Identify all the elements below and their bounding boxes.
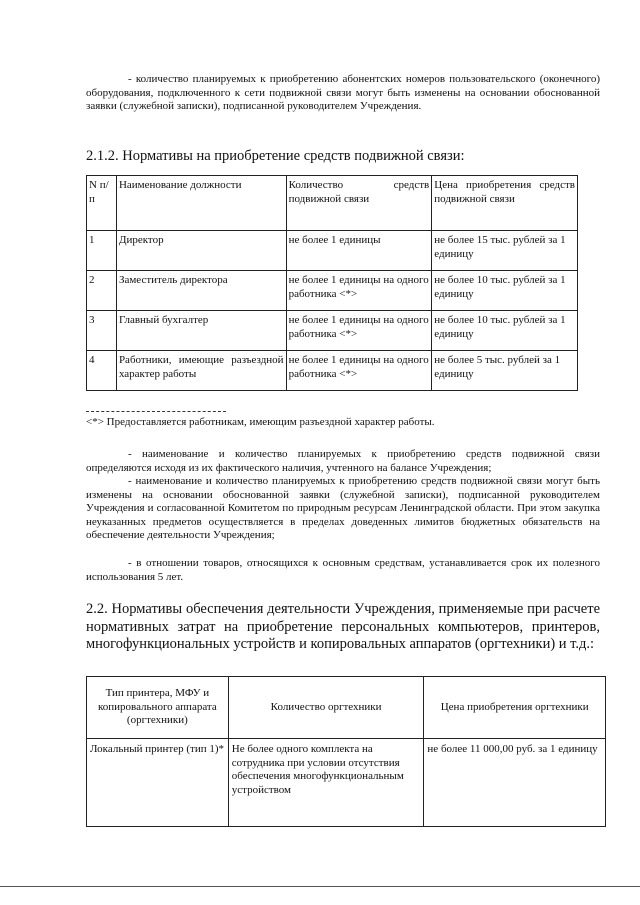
cell-num: 4 <box>87 351 117 391</box>
cell-equipment-type: Локальный принтер (тип 1)* <box>87 739 229 827</box>
table-header-row <box>87 677 606 739</box>
table-row <box>87 271 578 311</box>
cell-num: 1 <box>87 231 117 271</box>
office-equipment-table <box>86 676 606 827</box>
header-quantity: Количество средств подвижной связи <box>286 176 432 231</box>
cell-equipment-price: не более 11 000,00 руб. за 1 единицу <box>424 739 606 827</box>
cell-equipment-quantity: Не более одного комплекта на сотрудника при условии отсутствия обеспечения многофункциональным устройством <box>228 739 424 827</box>
footnote-divider <box>86 411 226 412</box>
cell-position: Заместитель директора <box>116 271 286 311</box>
cell-position: Главный бухгалтер <box>116 311 286 351</box>
cell-quantity: не более 1 единицы на одного работника <*> <box>286 351 432 391</box>
table-row <box>87 231 578 271</box>
cell-quantity: не более 1 единицы <box>286 231 432 271</box>
table-header-row <box>87 176 578 231</box>
paragraph-naming-quantity: - наименование и количество планируемых к приобретению средств подвижной связи определяются исходя из их фактического наличия, учтенного на балансе Учреждения; <box>86 448 600 474</box>
header-equipment-type: Тип принтера, МФУ и копировального аппарата (оргтехники) <box>87 677 229 739</box>
header-position: Наименование должности <box>116 176 286 231</box>
section-2-1-2-title: 2.1.2. Нормативы на приобретение средств подвижной связи: <box>86 148 465 164</box>
cell-quantity: не более 1 единицы на одного работника <*> <box>286 271 432 311</box>
page-bottom-edge <box>0 886 640 887</box>
table-row <box>87 739 606 827</box>
footnote: <*> Предоставляется работникам, имеющим разъездной характер работы. <box>86 416 435 428</box>
table-row <box>87 351 578 391</box>
cell-price: не более 10 тыс. рублей за 1 единицу <box>432 311 578 351</box>
header-num: N п/п <box>87 176 117 231</box>
cell-num: 2 <box>87 271 117 311</box>
intro-paragraph: - количество планируемых к приобретению абонентских номеров пользовательского (оконечного) оборудования, подключенного к сети подвижной связи могут быть изменены на основании обоснованной заявки (служебной записки), подписанной руководителем Учреждения. <box>86 73 600 112</box>
header-equipment-price: Цена приобретения оргтехники <box>424 677 606 739</box>
cell-position: Директор <box>116 231 286 271</box>
paragraph-useful-life: - в отношении товаров, относящихся к основным средствам, устанавливается срок их полезного использования 5 лет. <box>86 557 600 583</box>
header-price: Цена приобретения средств подвижной связи <box>432 176 578 231</box>
cell-quantity: не более 1 единицы на одного работника <*> <box>286 311 432 351</box>
paragraph-change-basis: - наименование и количество планируемых к приобретению средств подвижной связи могут быть изменены на основании обоснованной заявки (служебной записки), подписанной руководителем Учреждения и согласованной Комитетом по природным ресурсам Ленинградской области. При этом закупка неуказанных предметов осуществляется в пределах доведенных лимитов бюджетных обязательств на обеспечение деятельности Учреждения; <box>86 475 600 541</box>
table-row <box>87 311 578 351</box>
cell-position: Работники, имеющие разъездной характер работы <box>116 351 286 391</box>
mobile-devices-table <box>86 175 578 391</box>
section-2-2-title: 2.2. Нормативы обеспечения деятельности Учреждения, применяемые при расчете нормативных затрат на приобретение персональных компьютеров, принтеров, многофункциональных устройств и копировальных аппаратов (оргтехники) и т.д.: <box>86 601 600 652</box>
cell-price: не более 10 тыс. рублей за 1 единицу <box>432 271 578 311</box>
cell-num: 3 <box>87 311 117 351</box>
header-equipment-quantity: Количество оргтехники <box>228 677 424 739</box>
cell-price: не более 15 тыс. рублей за 1 единицу <box>432 231 578 271</box>
cell-price: не более 5 тыс. рублей за 1 единицу <box>432 351 578 391</box>
